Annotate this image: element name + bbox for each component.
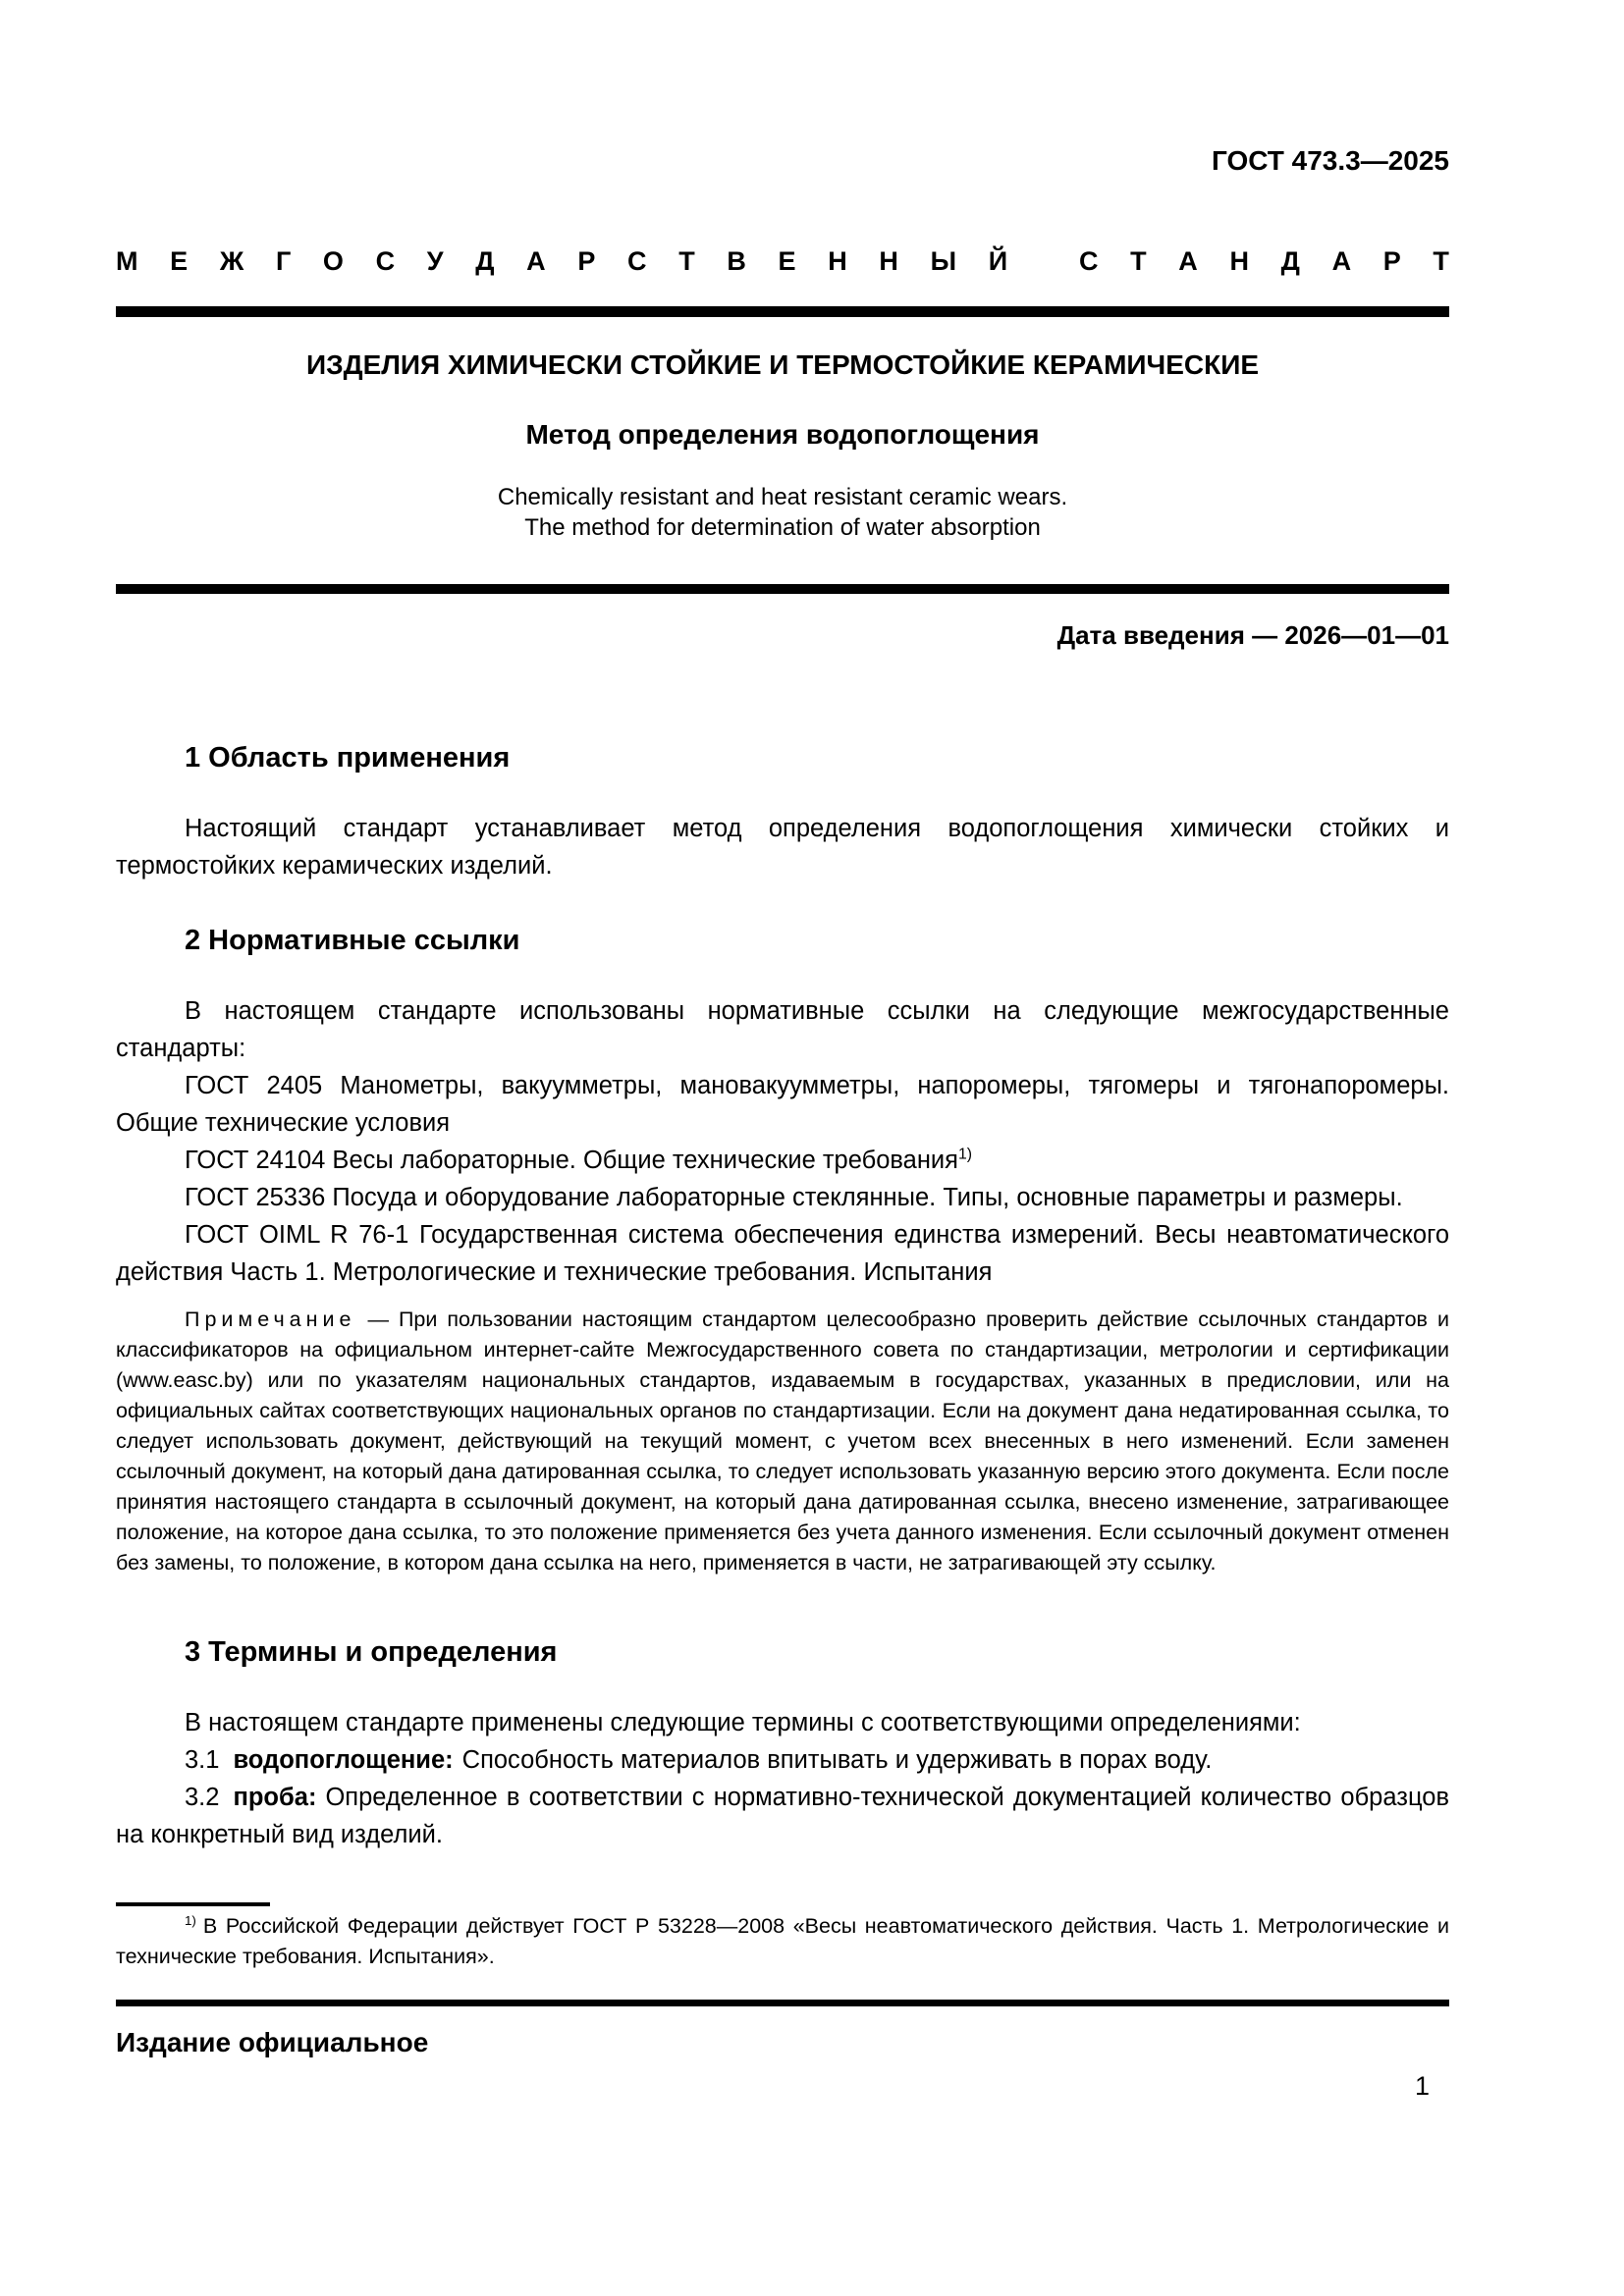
footnote-separator-rule (116, 1902, 270, 1906)
document-title-en-line2: The method for determination of water absorption (524, 514, 1041, 541)
footnote-marker: 1) (958, 1146, 973, 1163)
footnote (116, 1911, 1449, 1972)
section-2-heading: 2 Нормативные ссылки (185, 925, 520, 956)
term-number: 3.2 (185, 1784, 220, 1811)
section-2-intro: В настоящем стандарте использованы нормативные ссылки на следующие межгосударственные стандарты: (116, 997, 1449, 1062)
footer-rule (116, 2000, 1449, 2006)
term-name: проба: (233, 1784, 317, 1811)
term-definition-3-2 (116, 1779, 1449, 1853)
page-content (116, 145, 1449, 1853)
note-text: — При пользовании настоящим стандартом целесообразно проверить действие ссылочных стандартов и классификаторов на официальном интернет-сайте Межгосударственного совета по стандартизации, метрологии и сертификации (www.easc.by) или по указателям национальных стандартов, издаваемым в государствах, указанных в предисловии, или на официальных сайтах соответствующих национальных органов по стандартизации. Если на документ дана недатированная ссылка, то следует использовать документ, действующий на текущий момент, с учетом всех внесенных в него изменений. Если заменен ссылочный документ, на который дана датированная ссылка, то следует использовать указанную версию этого документа. Если после принятия настоящего стандарта в ссылочный документ, на который дана датированная ссылка, внесено изменение, затрагивающее положение, на которое дана ссылка, то это положение применяется без учета данного изменения. Если ссылочный документ отменен без замены, то положение, в котором дана ссылка на него, применяется в части, не затрагивающей эту ссылку. (116, 1308, 1449, 1575)
document-title-en (116, 482, 1449, 543)
reference-gost-oiml-r-76-1: ГОСТ OIML R 76-1 Государственная система обеспечения единства измерений. Весы неавтоматического действия Часть 1. Метрологические и технические требования. Испытания (116, 1221, 1449, 1286)
official-edition-label: Издание официальное (116, 2027, 429, 2057)
section-3-heading: 3 Термины и определения (185, 1636, 558, 1668)
horizontal-rule-top (116, 306, 1449, 317)
section-1-heading: 1 Область применения (185, 742, 511, 774)
term-definition-text: Способность материалов впитывать и удерживать в порах воду. (461, 1746, 1213, 1774)
reference-gost-2405: ГОСТ 2405 Манометры, вакуумметры, мановакуумметры, напоромеры, тягомеры и тягонапоромеры. Общие технические условия (116, 1072, 1449, 1137)
term-definition-3-1 (116, 1741, 1449, 1779)
effective-date: Дата введения — 2026—01—01 (1056, 620, 1449, 650)
document-title-en-line1: Chemically resistant and heat resistant ceramic wears. (497, 484, 1068, 510)
standard-category-banner: М Е Ж Г О С У Д А Р С Т В Е Н Н Ы Й С Т А Н Д А Р Т (116, 246, 1449, 276)
document-title-ru: ИЗДЕЛИЯ ХИМИЧЕСКИ СТОЙКИЕ И ТЕРМОСТОЙКИЕ КЕРАМИЧЕСКИЕ (306, 349, 1259, 380)
term-number: 3.1 (185, 1746, 220, 1774)
footnote-text: В Российской Федерации действует ГОСТ Р 53228—2008 «Весы неавтоматического действия. Часть 1. Метрологические и технические требования. Испытания». (116, 1914, 1449, 1968)
reference-gost-25336: ГОСТ 25336 Посуда и оборудование лабораторные стеклянные. Типы, основные параметры и размеры. (185, 1184, 1403, 1211)
standard-code: ГОСТ 473.3—2025 (1211, 145, 1449, 176)
note-label: Примечание (185, 1308, 356, 1331)
section-1-paragraph: Настоящий стандарт устанавливает метод определения водопоглощения химически стойких и термостойких керамических изделий. (116, 815, 1449, 880)
reference-gost-24104 (116, 1142, 1449, 1179)
reference-gost-24104-text: ГОСТ 24104 Весы лабораторные. Общие технические требования (185, 1147, 958, 1174)
section-2-note (116, 1305, 1449, 1578)
document-subtitle-ru: Метод определения водопоглощения (525, 419, 1040, 450)
term-definition-text: Определенное в соответствии с нормативно-технической документацией количество образцов на конкретный вид изделий. (116, 1784, 1449, 1848)
term-name: водопоглощение: (233, 1746, 454, 1774)
horizontal-rule-title (116, 584, 1449, 594)
page-number: 1 (1414, 2071, 1430, 2101)
footnote-marker: 1) (185, 1912, 196, 1928)
section-3-intro: В настоящем стандарте применены следующие термины с соответствующими определениями: (185, 1709, 1301, 1736)
document-body (116, 741, 1449, 1853)
